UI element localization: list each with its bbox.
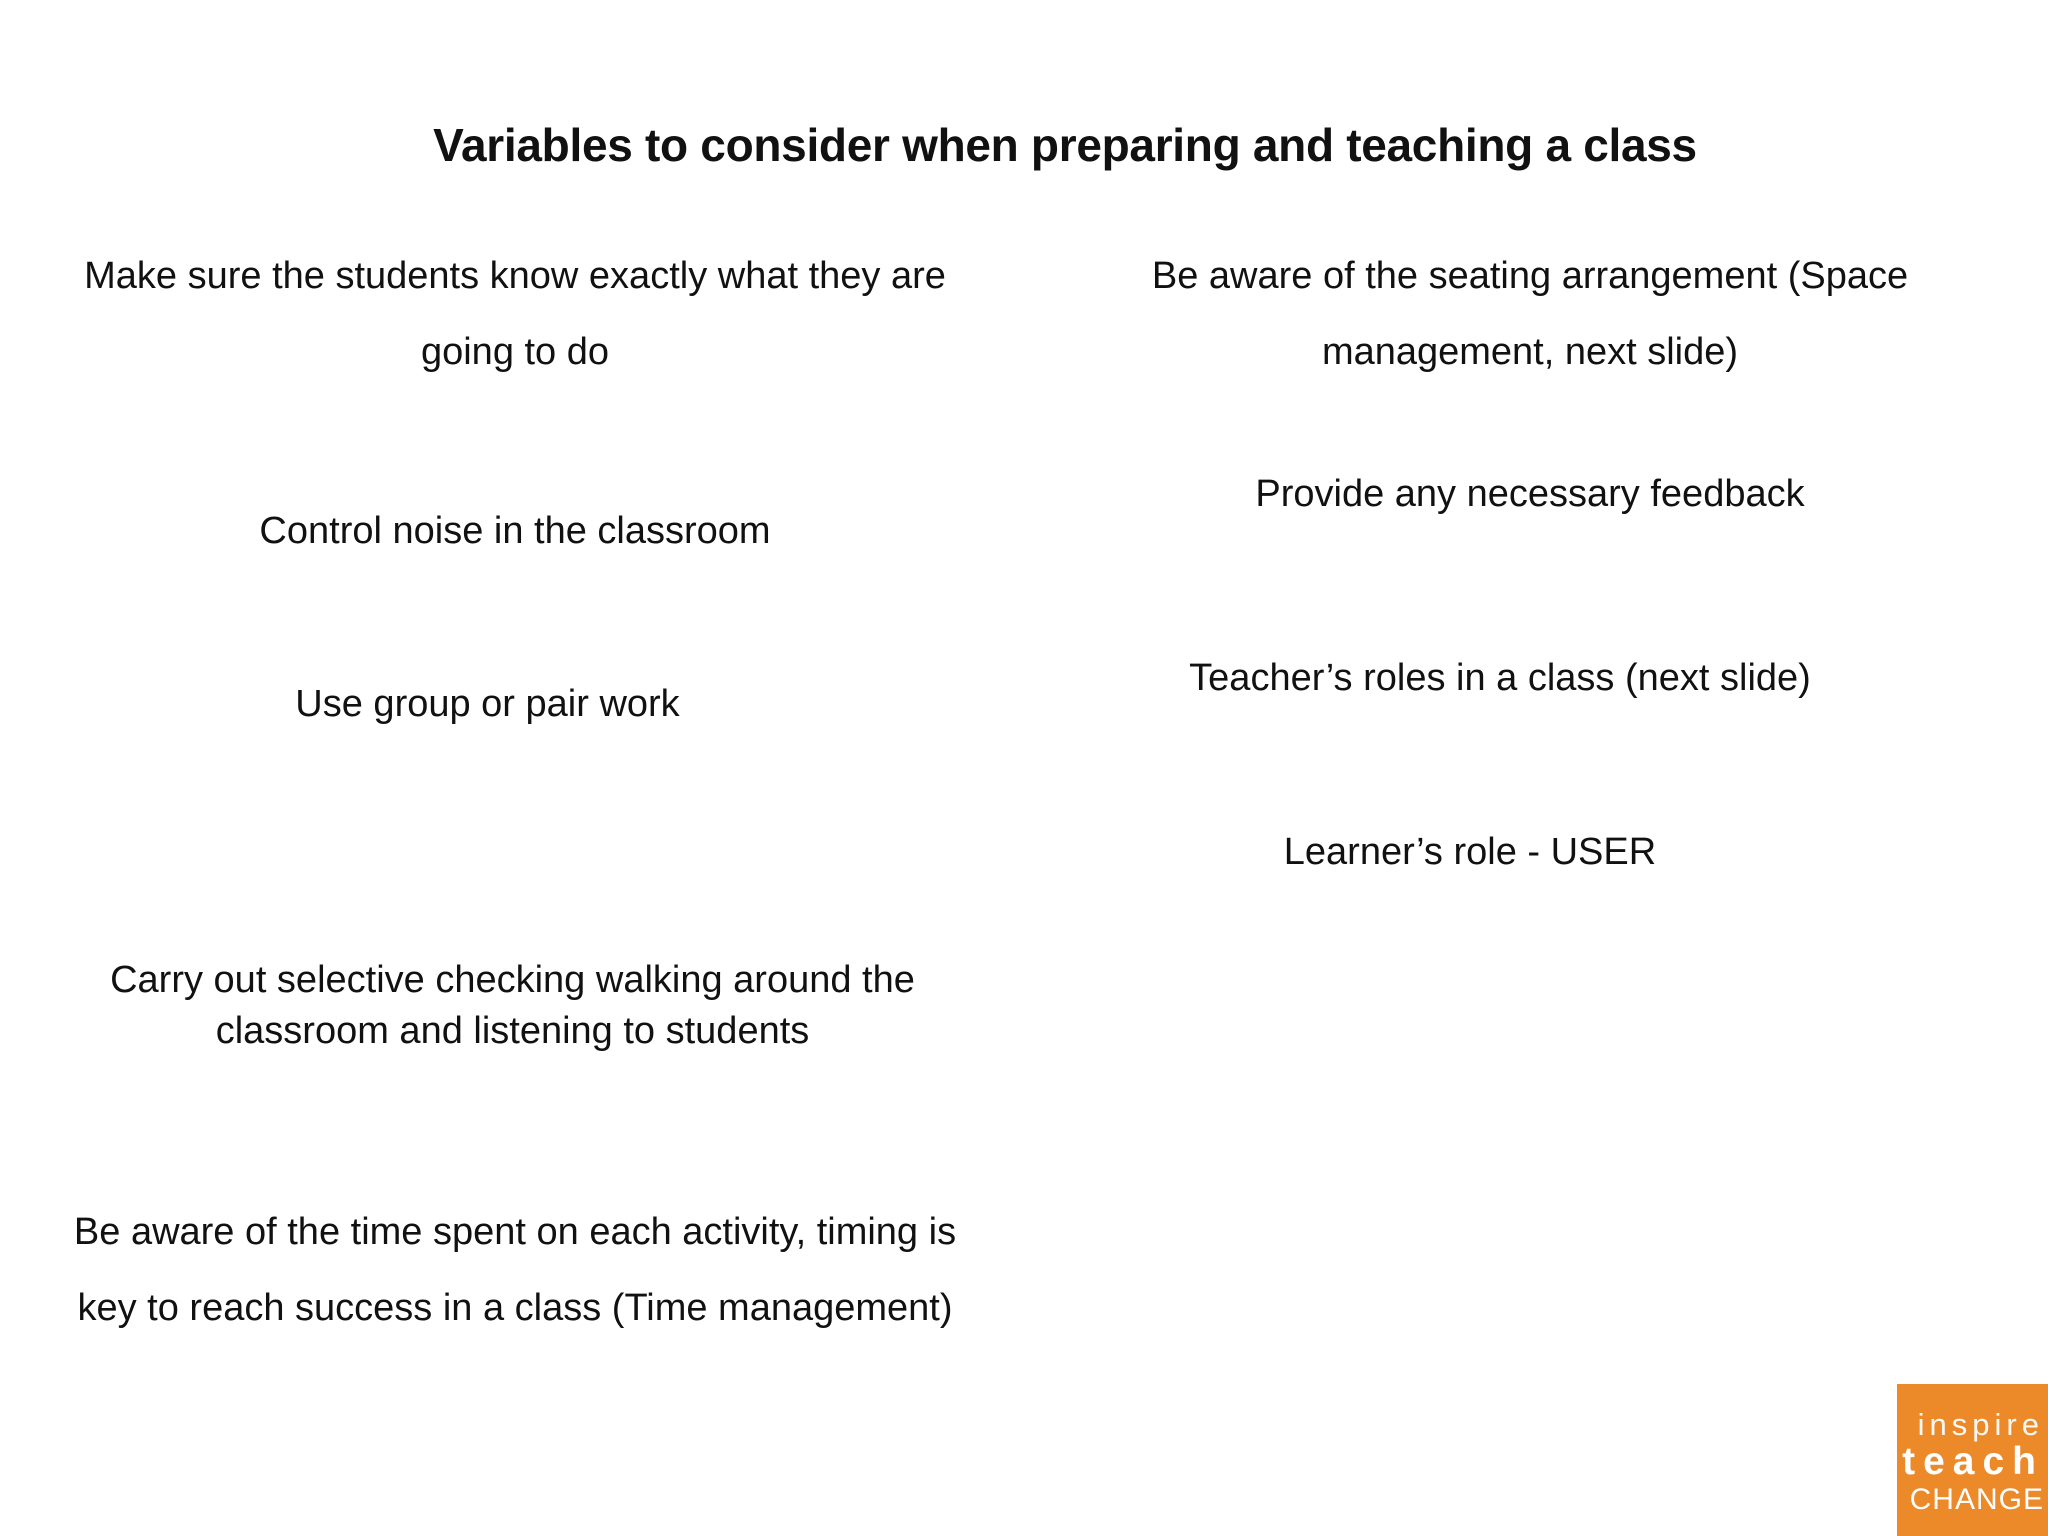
bullet-selective-checking: Carry out selective checking walking around the classroom and listening to students [110,959,915,1052]
bullet-teacher-roles: Teacher’s roles in a class (next slide) [1189,657,1811,699]
slide-title: Variables to consider when preparing and teaching a class [433,119,1697,171]
logo-line-change: CHANGE [1909,1483,2044,1516]
logo-line-teach: teach [1902,1440,2044,1483]
logo-line-inspire: inspire [1917,1407,2044,1442]
bullet-group-pair-work: Use group or pair work [295,683,680,725]
bullet-learner-role: Learner’s role - USER [1283,831,1657,873]
inspire-teach-change-logo [1897,1384,2048,1536]
bullet-student-instructions: Make sure the students know exactly what they are going to do [84,255,946,373]
bullet-seating-arrangement: Be aware of the seating arrangement (Space management, next slide) [1151,255,1909,373]
bullet-control-noise: Control noise in the classroom [259,510,771,552]
bullet-time-management: Be aware of the time spent on each activity, timing is key to reach success in a class (Time management) [73,1211,957,1329]
bullet-feedback: Provide any necessary feedback [1255,473,1805,515]
